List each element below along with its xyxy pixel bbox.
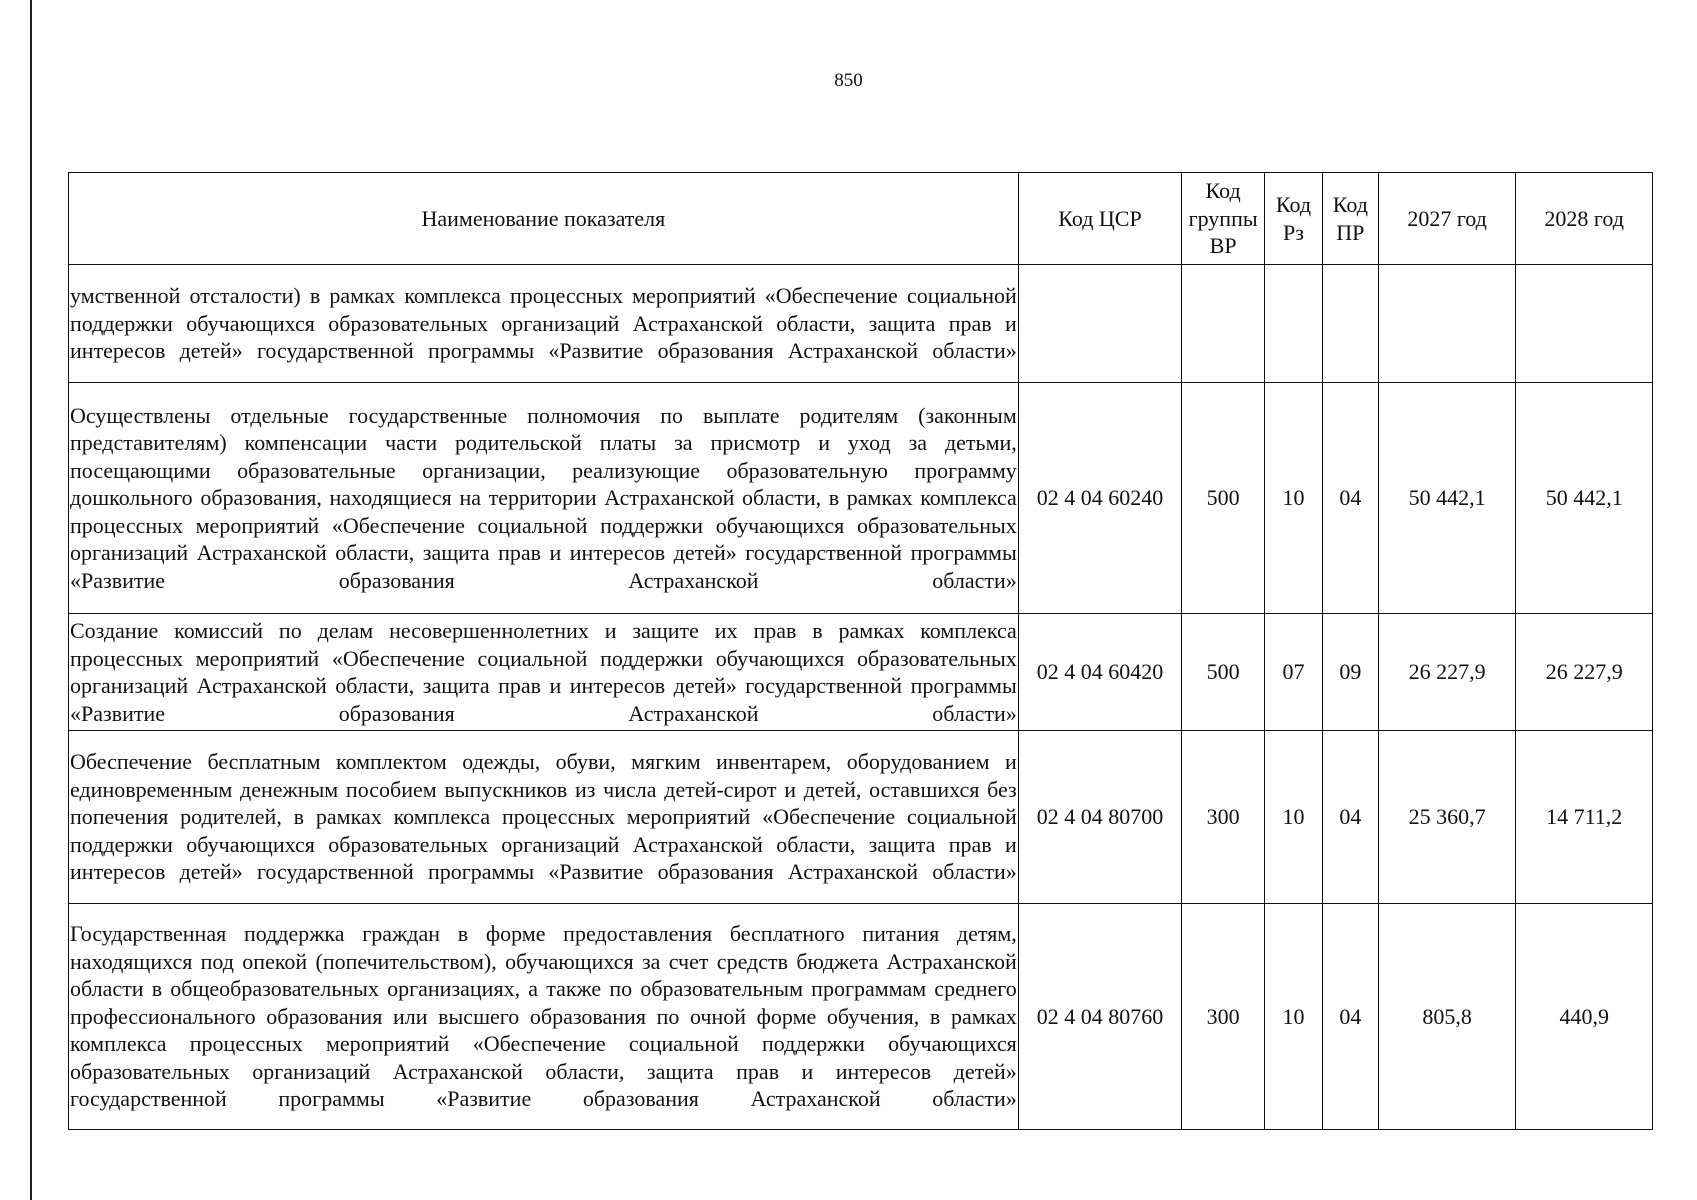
row-2027: 26 227,9 [1378, 614, 1516, 731]
budget-table [68, 172, 1653, 1130]
row-2028: 26 227,9 [1516, 614, 1653, 731]
row-vr: 500 [1182, 383, 1265, 614]
row-2028: 440,9 [1516, 904, 1653, 1130]
table-row [69, 731, 1653, 904]
row-2027 [1378, 265, 1516, 383]
row-csr: 02 4 04 60240 [1018, 383, 1181, 614]
row-pr: 09 [1322, 614, 1378, 731]
table-row [69, 614, 1653, 731]
row-csr [1018, 265, 1181, 383]
header-rz: Код Рз [1265, 173, 1323, 265]
row-name: Осуществлены отдельные государственные полномочия по выплате родителям (законным представителям) компенсации части родительской платы за присмотр и уход за детьми, посещающими образовательные организации, реализующие образовательную программу дошкольного образования, находящиеся на территории Астраханской области, в рамках комплекса процессных мероприятий «Обеспечение социальной поддержки обучающихся образовательных организаций Астраханской области, защита прав и интересов детей» государственной программы «Развитие образования Астраханской области» [69, 383, 1019, 614]
row-2027: 50 442,1 [1378, 383, 1516, 614]
row-vr: 500 [1182, 614, 1265, 731]
row-pr: 04 [1322, 731, 1378, 904]
row-rz: 10 [1265, 904, 1323, 1130]
row-name: Создание комиссий по делам несовершеннолетних и защите их прав в рамках комплекса процессных мероприятий «Обеспечение социальной поддержки обучающихся образовательных организаций Астраханской области, защита прав и интересов детей» государственной программы «Развитие образования Астраханской области» [69, 614, 1019, 731]
header-csr: Код ЦСР [1018, 173, 1181, 265]
header-vr: Код группы ВР [1182, 173, 1265, 265]
row-2027: 805,8 [1378, 904, 1516, 1130]
row-2028: 14 711,2 [1516, 731, 1653, 904]
row-rz: 10 [1265, 383, 1323, 614]
row-rz [1265, 265, 1323, 383]
row-name: Обеспечение бесплатным комплектом одежды, обуви, мягким инвентарем, оборудованием и единовременным денежным пособием выпускников из числа детей-сирот и детей, оставшихся без попечения родителей, в рамках комплекса процессных мероприятий «Обеспечение социальной поддержки обучающихся образовательных организаций Астраханской области, защита прав и интересов детей» государственной программы «Развитие образования Астраханской области» [69, 731, 1019, 904]
table-row [69, 265, 1653, 383]
row-pr: 04 [1322, 383, 1378, 614]
scan-edge-line [30, 0, 32, 1200]
row-vr: 300 [1182, 904, 1265, 1130]
row-rz: 10 [1265, 731, 1323, 904]
header-2027: 2027 год [1378, 173, 1516, 265]
page-number: 850 [834, 70, 863, 91]
row-2028: 50 442,1 [1516, 383, 1653, 614]
header-name: Наименование показателя [69, 173, 1019, 265]
table-row [69, 904, 1653, 1130]
row-csr: 02 4 04 80760 [1018, 904, 1181, 1130]
row-csr: 02 4 04 80700 [1018, 731, 1181, 904]
header-pr: Код ПР [1322, 173, 1378, 265]
row-csr: 02 4 04 60420 [1018, 614, 1181, 731]
header-2028: 2028 год [1516, 173, 1653, 265]
row-vr: 300 [1182, 731, 1265, 904]
row-name: Государственная поддержка граждан в форме предоставления бесплатного питания детям, находящихся под опекой (попечительством), обучающихся за счет средств бюджета Астраханской области в общеобразовательных организациях, а также по образовательным программам среднего профессионального образования или высшего образования по очной форме обучения, в рамках комплекса процессных мероприятий «Обеспечение социальной поддержки обучающихся образовательных организаций Астраханской области, защита прав и интересов детей» государственной программы «Развитие образования Астраханской области» [69, 904, 1019, 1130]
row-name: умственной отсталости) в рамках комплекса процессных мероприятий «Обеспечение социальной поддержки обучающихся образовательных организаций Астраханской области, защита прав и интересов детей» государственной программы «Развитие образования Астраханской области» [69, 265, 1019, 383]
table-header-row [69, 173, 1653, 265]
row-2027: 25 360,7 [1378, 731, 1516, 904]
row-rz: 07 [1265, 614, 1323, 731]
row-2028 [1516, 265, 1653, 383]
row-vr [1182, 265, 1265, 383]
row-pr: 04 [1322, 904, 1378, 1130]
table-row [69, 383, 1653, 614]
row-pr [1322, 265, 1378, 383]
